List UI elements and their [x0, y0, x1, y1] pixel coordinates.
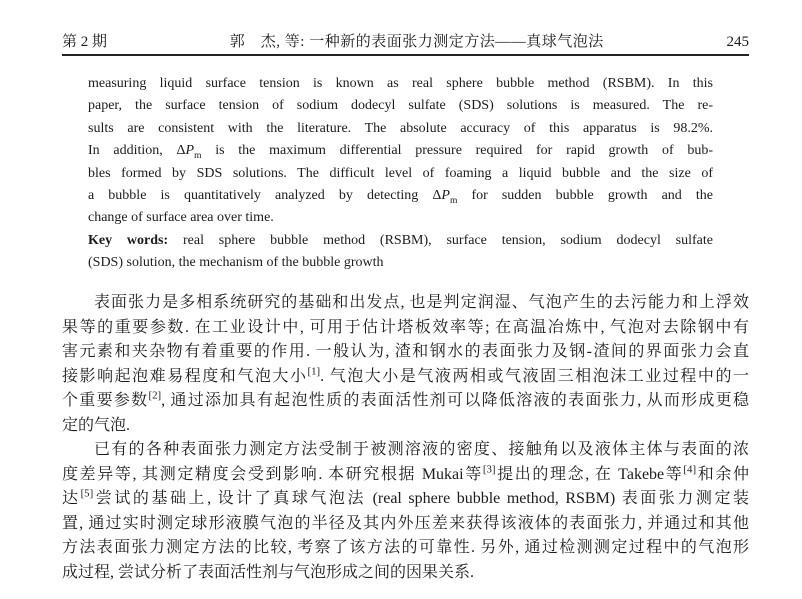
abstract-line: measuring liquid surface tension is known as real sphere bubble method (RSBM). In this — [88, 76, 713, 91]
text-line: 置, 通过实时测定球形液膜气泡的半径及其内外压差来获得该液体的表面张力, 并通过和其他 — [62, 514, 749, 532]
paragraph-method — [62, 438, 749, 585]
page-number: 245 — [726, 34, 749, 50]
text-line: 个重要参数[2], 通过添加具有起泡性质的表面活性剂可以降低溶液的表面张力, 从而形成更稳 — [62, 389, 749, 409]
running-header — [62, 30, 749, 51]
text-line: 定的气泡. — [62, 416, 131, 434]
text-line: 接影响起泡难易程度和气泡大小[1]. 气泡大小是气液两相或气液固三相泡沫工业过程中的一 — [62, 365, 749, 385]
abstract-line: a bubble is quantitatively analyzed by detecting $\Delta P_m$ for sudden bubble growth and the — [88, 187, 713, 206]
text-line: 果等的重要参数. 在工业设计中, 可用于估计塔板效率等; 在高温冶炼中, 气泡对去除钢中有 — [62, 318, 749, 336]
body-text — [62, 291, 749, 585]
abstract-block — [88, 73, 713, 275]
text-line: 表面张力是多相系统研究的基础和出发点, 也是判定润湿、气泡产生的去污能力和上浮效 — [94, 294, 749, 311]
running-title: 郭 杰, 等: 一种新的表面张力测定方法——真球气泡法 — [229, 34, 604, 50]
paragraph-intro — [62, 291, 749, 438]
keywords-line: (SDS) solution, the mechanism of the bubble growth — [88, 255, 384, 271]
text-line: 已有的各种表面张力测定方法受制于被测溶液的密度、接触角以及液体主体与表面的浓 — [94, 441, 749, 458]
text-line: 害元素和夹杂物有着重要的作用. 一般认为, 渣和钢水的表面张力及钢-渣间的界面张力会直 — [62, 343, 749, 360]
text-line: 达[5]尝试的基础上, 设计了真球气泡法 (real sphere bubble method, RSBM) 表面张力测定装 — [62, 487, 749, 507]
text-line: 成过程, 尝试分析了表面活性剂与气泡形成之间的因果关系. — [62, 563, 475, 581]
keywords-line: Key words: real sphere bubble method (RSBM), surface tension, sodium dodecyl sulfate — [88, 232, 713, 248]
text-line: 度差异等, 其测定精度会受到影响. 本研究根据 Mukai等[3]提出的理念, 在 Takebe等[4]和余仲 — [62, 463, 749, 483]
abstract-line: In addition, $\Delta P_m$ is the maximum differential pressure required for rapid growth of bub- — [88, 143, 713, 161]
abstract-line: bles formed by SDS solutions. The difficult level of foaming a liquid bubble and the size of — [88, 165, 713, 181]
header-divider — [62, 54, 749, 56]
abstract-line: paper, the surface tension of sodium dodecyl sulfate (SDS) solutions is measured. The re- — [88, 98, 713, 114]
issue-label: 第 2 期 — [62, 34, 108, 50]
abstract-line: change of surface area over time. — [88, 210, 274, 226]
abstract-line: sults are consistent with the literature. The absolute accuracy of this apparatus is 98.2%. — [88, 120, 713, 136]
text-line: 方法表面张力测定方法的比较, 考察了该方法的可靠性. 另外, 通过检测测定过程中的气泡形 — [62, 539, 749, 556]
